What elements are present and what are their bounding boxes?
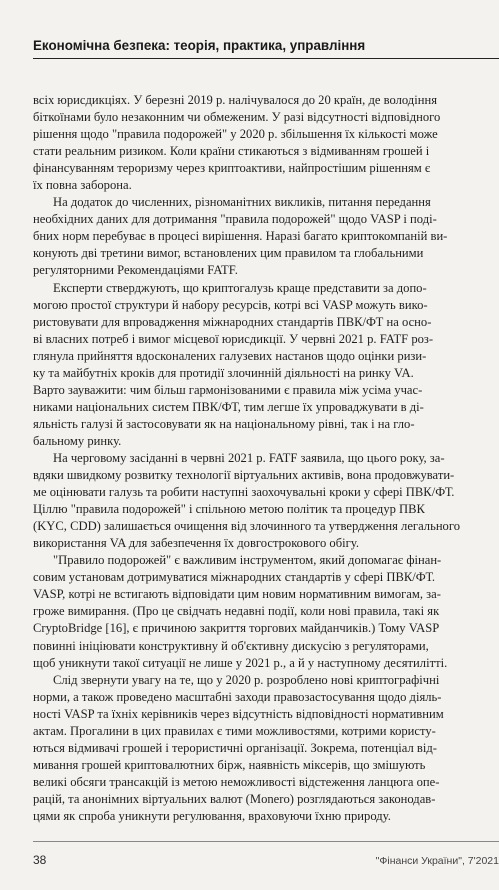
text-line: совим установам дотримуватися міжнародних стандартів у сфері ПВК/ФТ. (33, 570, 436, 585)
text-line: бальному ринку. (33, 433, 122, 448)
text-line: мивання грошей криптовалютних бірж, наявність міксерів, що змішують (33, 757, 426, 772)
text-line: глянула прийняття вдосконалених галузевих настанов щодо оцінки ризи- (33, 348, 427, 363)
text-line: вдяки швидкому розвитку технології віртуальних активів, вона продовжувати- (33, 468, 455, 483)
header-rule (33, 58, 499, 59)
text-line: На черговому засіданні в червні 2021 р. FATF заявила, що цього року, за- (53, 450, 445, 465)
text-line: рацій, та анонімних віртуальних валют (Monero) розглядаються законодав- (33, 791, 436, 806)
text-line: ві власних потреб і вимог місцевої юрисдикції. У червні 2021 р. FATF роз- (33, 331, 434, 346)
text-line: Варто зауважити: чим більш гармонізованими є правила між усіма учас- (33, 382, 423, 397)
text-line: CryptoBridge [16], є причиною закриття торгових майданчиків.) Тому VASP (33, 621, 440, 636)
text-line: ристовувати для впровадження міжнародних стандартів ПВК/ФТ на осно- (33, 314, 432, 329)
text-line: могою простої структури й набору ресурсів, котрі всі VASP можуть вико- (33, 297, 428, 312)
text-line: рішення щодо "правила подорожей" у 2020 р. збільшення їх кількості може (33, 127, 438, 142)
text-line: повинні ініціювати конструктивну й об'єктивну дискусію з регуляторами, (33, 638, 429, 653)
text-line: використання VA для забезпечення їх довгострокового обігу. (33, 536, 359, 551)
text-line: регуляторними Рекомендаціями FATF. (33, 263, 238, 278)
text-line: їх повна заборона. (33, 178, 132, 193)
text-line: VASP, котрі не встигають відповідати цим новим нормативним вимогам, за- (33, 587, 441, 602)
text-line: Експерти стверджують, що криптогалузь краще представити за допо- (53, 280, 427, 295)
running-header: Економічна безпека: теорія, практика, управління (33, 38, 366, 53)
text-line: яльність галузі й застосовувати як на національному рівні, так і на гло- (33, 416, 415, 431)
footer-rule (33, 841, 499, 842)
text-line: На додаток до численних, різноманітних викликів, питання передання (53, 195, 431, 210)
text-line: "Правило подорожей" є важливим інструментом, який допомагає фінан- (53, 553, 442, 568)
text-line: великі обсяги трансакцій із метою неможливості відстеження ланцюга опе- (33, 774, 440, 789)
text-line: стати реальним ризиком. Коли країни стикаються з відмиванням грошей і (33, 144, 430, 159)
text-line: ються відмивачі грошей і терористичні організації. Зокрема, потенціал від- (33, 740, 437, 755)
text-line: Ціллю "правила подорожей" і спільною метою політик та процедур ПВК (33, 502, 425, 517)
text-line: біткоїнами було незаконним чи обмеженим. У разі відсутності відповідного (33, 110, 441, 125)
text-line: (KYC, CDD) залишається очищення від злочинного та утвердження легального (33, 519, 461, 534)
text-line: Слід звернути увагу на те, що у 2020 р. розроблено нові криптографічні (53, 672, 440, 687)
journal-source: "Фінанси України", 7'2021 (375, 855, 499, 867)
text-line: гроже вимирання. (Про це свідчать недавні події, коли нові правила, такі як (33, 604, 440, 619)
text-line: никами національних систем ПВК/ФТ, тим легше їх упроваджувати в ді- (33, 399, 424, 414)
page-number: 38 (33, 853, 47, 867)
text-line: необхідних даних для дотримання "правила подорожей" щодо VASP і поді- (33, 212, 437, 227)
text-line: норми, а також проведено масштабні заходи правозастосування щодо діяль- (33, 689, 442, 704)
text-line: актам. Прогалини в цих правилах є тими можливостями, котрими користу- (33, 723, 436, 738)
text-line: цями як спроба уникнути регулювання, враховуючи їхню природу. (33, 808, 391, 823)
text-line: ку та майбутніх кроків для протидії злочинній діяльності на ринку VA. (33, 365, 414, 380)
text-line: бних норм перебуває в процесі вирішення. Наразі багато криптокомпаній ви- (33, 229, 448, 244)
article-body (33, 92, 499, 825)
text-line: всіх юрисдикціях. У березні 2019 р. налічувалося до 20 країн, де володіння (33, 93, 437, 107)
text-line: щоб уникнути такої ситуації не лише у 2021 р., а й у наступному десятилітті. (33, 655, 448, 670)
text-line: ме оцінювати галузь та робити наступні заохочувальні кроки у сфері ПВК/ФТ. (33, 485, 455, 500)
text-line: фінансуванням тероризму через криптоактиви, найпростішим рішенням є (33, 161, 431, 176)
text-line: ності VASP та їхніх керівників через відсутність відповідності нормативним (33, 706, 444, 721)
text-line: конують дві третини вимог, встановлених цим правилом та глобальними (33, 246, 424, 261)
